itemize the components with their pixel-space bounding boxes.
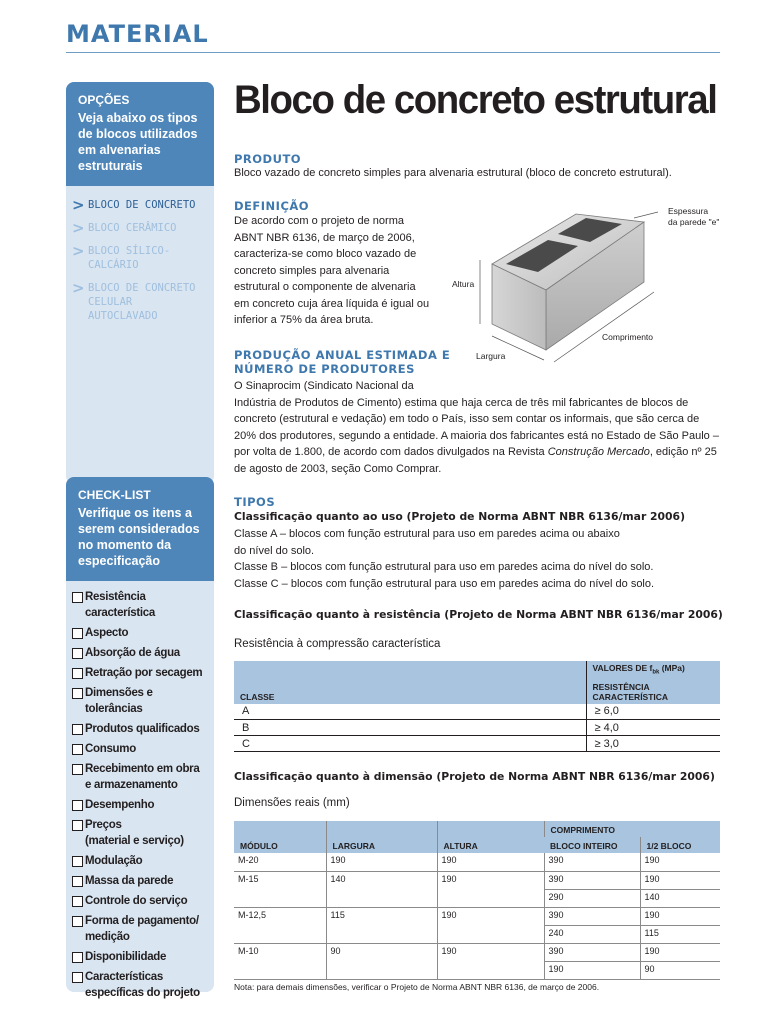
dim-cell-altura bbox=[437, 925, 544, 943]
table-row bbox=[234, 871, 720, 889]
table-row bbox=[234, 907, 720, 925]
fbk-unit: (MPa) bbox=[659, 663, 685, 673]
checklist-item-label: Recebimento em obra e armazenamento bbox=[85, 763, 200, 791]
table-row bbox=[234, 943, 720, 961]
dim-cell-modulo: M-15 bbox=[238, 873, 259, 884]
definicao-line: concreto simples para alvenaria bbox=[234, 264, 390, 277]
espessura-label-line1: Espessura bbox=[668, 206, 709, 216]
dim-cell-modulo: M-12,5 bbox=[238, 909, 267, 920]
checklist-item-label: Retração por secagem bbox=[85, 667, 203, 679]
comprimento-label: Comprimento bbox=[602, 332, 654, 342]
section-header-title: MATERIAL bbox=[66, 20, 209, 48]
col-altura-header: ALTURA bbox=[437, 821, 544, 853]
table-row bbox=[234, 736, 720, 752]
dim-cell-modulo: M-20 bbox=[234, 853, 326, 871]
dim-cell-modulo: M-10 bbox=[238, 945, 259, 956]
valor-cell: ≥ 3,0 bbox=[586, 736, 720, 752]
col-comprimento-header: COMPRIMENTO bbox=[544, 821, 720, 837]
options-header bbox=[66, 82, 214, 186]
dim-cell-altura: 190 bbox=[437, 943, 544, 961]
option-bloco-concreto-celular[interactable] bbox=[72, 281, 206, 323]
dim-cell-inteiro: 390 bbox=[544, 871, 640, 889]
table-row bbox=[234, 704, 720, 720]
uso-heading: Classificação quanto ao uso (Projeto de Norma ABNT NBR 6136/mar 2006) bbox=[234, 510, 686, 523]
checkbox-icon[interactable] bbox=[72, 952, 83, 963]
definicao-text bbox=[234, 213, 444, 329]
checkbox-icon[interactable] bbox=[72, 724, 83, 735]
table-row bbox=[234, 961, 720, 979]
checklist-item-label: Controle do serviço bbox=[85, 895, 188, 907]
chevron-right-icon: > bbox=[72, 196, 85, 214]
dim-cell-altura bbox=[437, 889, 544, 907]
resistencia-subheading: Resistência à compressão característica bbox=[234, 638, 441, 650]
definicao-line: inferior a 75% da área bruta. bbox=[234, 314, 374, 326]
checklist-item-label: Absorção de água bbox=[85, 647, 180, 659]
checklist-item-label: Características específicas do projeto bbox=[85, 971, 200, 999]
header-rule bbox=[66, 52, 720, 53]
definicao-heading: DEFINIÇÃO bbox=[234, 199, 310, 213]
checklist-item-label: Disponibilidade bbox=[85, 951, 167, 963]
checklist-item[interactable] bbox=[72, 761, 210, 793]
tipos-heading: TIPOS bbox=[234, 495, 276, 509]
table-row bbox=[234, 853, 720, 871]
dim-cell-meio: 90 bbox=[640, 961, 720, 979]
definicao-line: em concreto cuja área líquida é igual ou bbox=[234, 297, 430, 310]
checklist-item-label: Modulação bbox=[85, 855, 143, 867]
resistance-table-wrap bbox=[234, 661, 720, 752]
dim-cell-inteiro: 390 bbox=[544, 943, 640, 961]
checkbox-icon[interactable] bbox=[72, 876, 83, 887]
page-title: Bloco de concreto estrutural bbox=[234, 78, 717, 122]
checkbox-icon[interactable] bbox=[72, 856, 83, 867]
checklist-header bbox=[66, 477, 214, 581]
producao-heading-line2: NÚMERO DE PRODUTORES bbox=[234, 362, 415, 376]
producao-heading bbox=[234, 348, 450, 376]
dim-cell-altura: 190 bbox=[437, 853, 544, 871]
option-label: BLOCO SÍLICO-CALCÁRIO bbox=[88, 245, 171, 271]
dimensao-heading: Classificação quanto à dimensão (Projeto de Norma ABNT NBR 6136/mar 2006) bbox=[234, 770, 715, 783]
option-bloco-silico-calcario[interactable] bbox=[72, 244, 206, 272]
espessura-label-line2: da parede "e" bbox=[668, 217, 720, 227]
producao-magazine-name: Construção Mercado bbox=[547, 446, 650, 458]
checkbox-icon[interactable] bbox=[72, 688, 83, 699]
table-row bbox=[234, 720, 720, 736]
checklist-item[interactable] bbox=[72, 645, 210, 661]
col-classe-header: CLASSE bbox=[234, 661, 586, 704]
dim-cell-largura: 115 bbox=[326, 907, 437, 925]
checklist-item[interactable] bbox=[72, 741, 210, 757]
dim-cell-meio: 115 bbox=[640, 925, 720, 943]
checkbox-icon[interactable] bbox=[72, 764, 83, 775]
classe-cell: C bbox=[234, 736, 586, 752]
checklist-item[interactable] bbox=[72, 685, 210, 717]
dimension-table-body bbox=[234, 853, 720, 979]
checkbox-icon[interactable] bbox=[72, 668, 83, 679]
producao-text bbox=[234, 378, 720, 477]
dim-cell-inteiro: 240 bbox=[544, 925, 640, 943]
dim-cell-altura: 190 bbox=[437, 871, 544, 889]
checklist-items bbox=[66, 581, 214, 1001]
checklist-item[interactable] bbox=[72, 949, 210, 965]
checkbox-icon[interactable] bbox=[72, 916, 83, 927]
definicao-line: De acordo com o projeto de norma bbox=[234, 215, 404, 227]
dim-cell-largura: 140 bbox=[326, 871, 437, 889]
dim-cell-meio: 190 bbox=[640, 871, 720, 889]
espessura-leader-line bbox=[634, 212, 658, 218]
checklist-item-label: Aspecto bbox=[85, 627, 129, 639]
classe-cell: B bbox=[234, 720, 586, 736]
dim-cell-largura bbox=[326, 925, 437, 943]
options-list bbox=[66, 186, 214, 323]
classe-c-line: Classe C – blocos com função estrutural para uso em paredes acima do nível do solo. bbox=[234, 577, 655, 590]
dim-cell-altura: 190 bbox=[437, 907, 544, 925]
option-label: BLOCO CERÂMICO bbox=[88, 222, 177, 234]
uso-text bbox=[234, 526, 720, 592]
checklist-item[interactable] bbox=[72, 873, 210, 889]
col-valores-top bbox=[593, 663, 715, 676]
chevron-right-icon: > bbox=[72, 279, 85, 297]
checkbox-icon[interactable] bbox=[72, 972, 83, 983]
dim-cell-meio: 190 bbox=[640, 943, 720, 961]
dim-cell-largura bbox=[326, 889, 437, 907]
produto-heading: PRODUTO bbox=[234, 152, 302, 166]
valor-cell: ≥ 4,0 bbox=[586, 720, 720, 736]
dim-cell-inteiro: 290 bbox=[544, 889, 640, 907]
dim-cell-meio: 140 bbox=[640, 889, 720, 907]
dim-cell-meio: 190 bbox=[640, 853, 720, 871]
checklist-item[interactable] bbox=[72, 625, 210, 641]
checklist-item[interactable] bbox=[72, 853, 210, 869]
checklist-panel bbox=[66, 477, 214, 999]
dim-cell-inteiro: 390 bbox=[544, 907, 640, 925]
dim-cell-largura bbox=[326, 961, 437, 979]
dimension-note: Nota: para demais dimensões, verificar o Projeto de Norma ABNT NBR 6136, de março de 2006. bbox=[234, 982, 600, 992]
dim-cell-modulo bbox=[234, 925, 326, 943]
classe-a-line2: do nível do solo. bbox=[234, 544, 315, 557]
chevron-right-icon: > bbox=[72, 242, 85, 260]
producao-paragraph bbox=[234, 395, 720, 478]
dimension-table-wrap bbox=[234, 821, 720, 980]
checklist-item[interactable] bbox=[72, 721, 210, 737]
col-valores-header bbox=[586, 661, 720, 704]
definicao-line: ABNT NBR 6136, de março de 2006, bbox=[234, 231, 415, 244]
checklist-item[interactable] bbox=[72, 913, 210, 945]
checklist-item[interactable] bbox=[72, 969, 210, 1001]
col-inteiro-header: BLOCO INTEIRO bbox=[544, 837, 640, 853]
largura-label: Largura bbox=[476, 351, 506, 361]
col-valores-bottom: RESISTÊNCIA CARACTERÍSTICA bbox=[592, 681, 669, 702]
checklist-item[interactable] bbox=[72, 817, 210, 849]
classe-a-line1: Classe A – blocos com função estrutural para uso em paredes acima ou abaixo bbox=[234, 528, 620, 540]
dim-cell-inteiro: 190 bbox=[544, 961, 640, 979]
checklist-intro: Verifique os itens a serem considerados no momento da especificação bbox=[78, 506, 200, 568]
dimensao-subheading: Dimensões reais (mm) bbox=[234, 797, 350, 809]
option-label: BLOCO DE CONCRETO bbox=[88, 199, 196, 211]
dim-cell-inteiro: 390 bbox=[544, 853, 640, 871]
col-meio-header: 1/2 BLOCO bbox=[640, 837, 720, 853]
dim-cell-meio: 190 bbox=[640, 907, 720, 925]
fbk-f: VALORES DE f bbox=[592, 663, 653, 673]
option-label: BLOCO DE CONCRETO CELULAR AUTOCLAVADO bbox=[88, 282, 196, 322]
options-intro: Veja abaixo os tipos de blocos utilizados em alvenarias estruturais bbox=[78, 111, 198, 173]
checklist-item[interactable] bbox=[72, 797, 210, 813]
checklist-item-label: Massa da parede bbox=[85, 875, 174, 887]
resistencia-heading: Classificação quanto à resistência (Projeto de Norma ABNT NBR 6136/mar 2006) bbox=[234, 608, 723, 621]
dimension-table bbox=[234, 821, 720, 980]
option-bloco-de-concreto[interactable] bbox=[72, 198, 206, 212]
espessura-label bbox=[668, 206, 719, 228]
definicao-line: caracteriza-se como bloco vazado de bbox=[234, 248, 417, 260]
classe-cell: A bbox=[234, 704, 586, 720]
producao-text-b: , edição nº 25 de agosto de 2003, seção Como Comprar. bbox=[234, 446, 717, 475]
checklist-item-label: Dimensões e tolerâncias bbox=[85, 687, 153, 715]
checklist-item-label: Preços (material e serviço) bbox=[85, 819, 184, 847]
fbk-subscript: bk bbox=[652, 669, 660, 676]
checklist-item[interactable] bbox=[72, 665, 210, 681]
dim-cell-modulo bbox=[234, 889, 326, 907]
checklist-item-label: Desempenho bbox=[85, 799, 155, 811]
checkbox-icon[interactable] bbox=[72, 896, 83, 907]
checklist-caption: CHECK-LIST bbox=[78, 488, 151, 502]
checklist-item[interactable] bbox=[72, 893, 210, 909]
valor-cell: ≥ 6,0 bbox=[586, 704, 720, 720]
checklist-item-label: Produtos qualificados bbox=[85, 723, 200, 735]
checkbox-icon[interactable] bbox=[72, 744, 83, 755]
classe-b-line: Classe B – blocos com função estrutural para uso em paredes acima do nível do solo. bbox=[234, 561, 654, 573]
table-row bbox=[234, 925, 720, 943]
chevron-right-icon: > bbox=[72, 219, 85, 237]
checkbox-icon[interactable] bbox=[72, 628, 83, 639]
dim-cell-largura: 90 bbox=[326, 943, 437, 961]
table-row bbox=[234, 889, 720, 907]
definicao-line: estrutural o componente de alvenaria bbox=[234, 281, 416, 293]
col-modulo-header: MÓDULO bbox=[234, 821, 326, 853]
checklist-item-label: Consumo bbox=[85, 743, 136, 755]
checkbox-icon[interactable] bbox=[72, 820, 83, 831]
producao-line1: O Sinaprocim (Sindicato Nacional da bbox=[234, 380, 414, 392]
checklist-item-label: Resistência característica bbox=[85, 591, 155, 619]
options-caption: OPÇÕES bbox=[78, 93, 130, 107]
resistance-table bbox=[234, 661, 720, 752]
producao-heading-line1: PRODUÇÃO ANUAL ESTIMADA E bbox=[234, 348, 451, 362]
checklist-item[interactable] bbox=[72, 589, 210, 621]
checkbox-icon[interactable] bbox=[72, 592, 83, 603]
dim-cell-largura: 190 bbox=[326, 853, 437, 871]
checkbox-icon[interactable] bbox=[72, 648, 83, 659]
options-panel bbox=[66, 82, 214, 484]
producao-text-a: Indústria de Produtos de Cimento) estima que haja cerca de três mil fabricantes de blocos de concreto (estrutural e vedação) em todo o País, isso sem contar os informais, que são cerca de 20% dos produtores, segundo a entidade. A maioria dos fabricantes está no Estado de São Paulo – por volta de 1.800, de acordo com dados divulgados na Revista bbox=[234, 396, 719, 458]
option-bloco-ceramico[interactable] bbox=[72, 221, 206, 235]
checkbox-icon[interactable] bbox=[72, 800, 83, 811]
checklist-item-label: Forma de pagamento/ medição bbox=[85, 915, 199, 943]
produto-text: Bloco vazado de concreto simples para alvenaria estrutural (bloco de concreto estrutural). bbox=[234, 167, 672, 179]
altura-label: Altura bbox=[452, 279, 475, 289]
dim-cell-altura bbox=[437, 961, 544, 979]
col-largura-header: LARGURA bbox=[326, 821, 437, 853]
dim-cell-modulo bbox=[234, 961, 326, 979]
